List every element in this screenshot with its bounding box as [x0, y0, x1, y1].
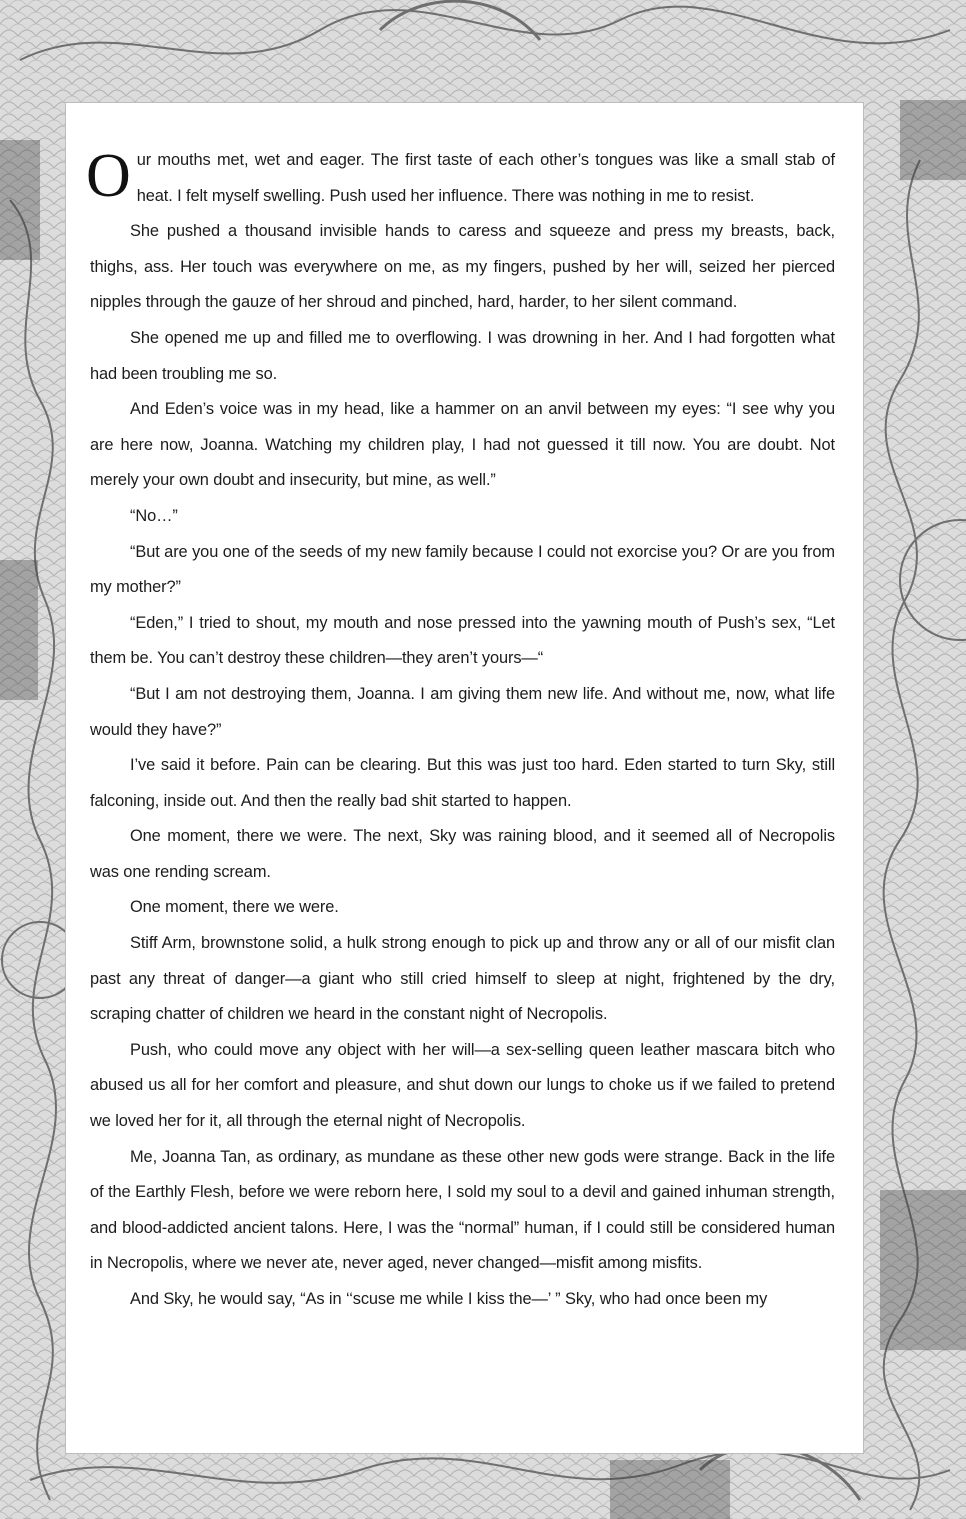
paragraph-6: “But are you one of the seeds of my new family because I could not exorcise you? Or are you from my mother?” [90, 542, 835, 597]
story-text [86, 142, 835, 1318]
text-page [66, 103, 863, 1453]
paragraph-14: Me, Joanna Tan, as ordinary, as mundane as these other new gods were strange. Back in the life of the Earthly Flesh, before we were reborn here, I sold my soul to a devil and gained inhuman strength, and blood-addicted ancient talons. Here, I was the “normal” human, if I could still be considered human in Necropolis, where we never ate, never aged, never changed—misfit among misfits. [90, 1147, 835, 1273]
paragraph-2: She pushed a thousand invisible hands to caress and squeeze and press my breasts, back, thighs, ass. Her touch was everywhere on me, as my fingers, pushed by her will, seized her pierced nipples through the gauze of her shroud and pinched, hard, harder, to her silent command. [90, 222, 835, 312]
paragraph-8: “But I am not destroying them, Joanna. I am giving them new life. And without me, now, what life would they have?” [90, 684, 835, 739]
paragraph-4: And Eden’s voice was in my head, like a hammer on an anvil between my eyes: “I see why you are here now, Joanna. Watching my children play, I had not guessed it till now. You are doubt. Not merely your own doubt and insecurity, but mine, as well.” [90, 400, 835, 490]
paragraph-10: One moment, there we were. The next, Sky was raining blood, and it seemed all of Necropolis was one rending scream. [90, 827, 835, 881]
paragraph-13: Push, who could move any object with her will—a sex-selling queen leather mascara bitch who abused us all for her comfort and pleasure, and shut down our lungs to choke us if we failed to pretend we loved her for it, all through the eternal night of Necropolis. [90, 1040, 835, 1131]
paragraph-3: She opened me up and filled me to overflowing. I was drowning in her. And I had forgotten what had been troubling me so. [90, 328, 835, 383]
paragraph-1 [86, 142, 835, 214]
paragraph-12: Stiff Arm, brownstone solid, a hulk strong enough to pick up and throw any or all of our misfit clan past any threat of danger—a giant who still cried himself to sleep at night, frightened by the dry, scraping chatter of children we heard in the constant night of Necropolis. [90, 934, 835, 1024]
paragraph-11: One moment, there we were. [130, 898, 339, 917]
paragraph-9: I’ve said it before. Pain can be clearing. But this was just too hard. Eden started to turn Sky, still falconing, inside out. And then the really bad shit started to happen. [90, 756, 835, 810]
paragraph-7: “Eden,” I tried to shout, my mouth and nose pressed into the yawning mouth of Push’s sex, “Let them be. You can’t destroy these children—they aren’t yours—“ [90, 613, 835, 668]
paragraph-5: “No…” [130, 506, 178, 525]
drop-cap: O [86, 142, 131, 210]
paragraph-15: And Sky, he would say, “As in ‘‘scuse me while I kiss the—’ ” Sky, who had once been my [130, 1290, 768, 1308]
paragraph-1-text: ur mouths met, wet and eager. The first taste of each other’s tongues was like a small stab of heat. I felt myself swelling. Push used her influence. There was nothing in me to resist. [136, 151, 835, 205]
